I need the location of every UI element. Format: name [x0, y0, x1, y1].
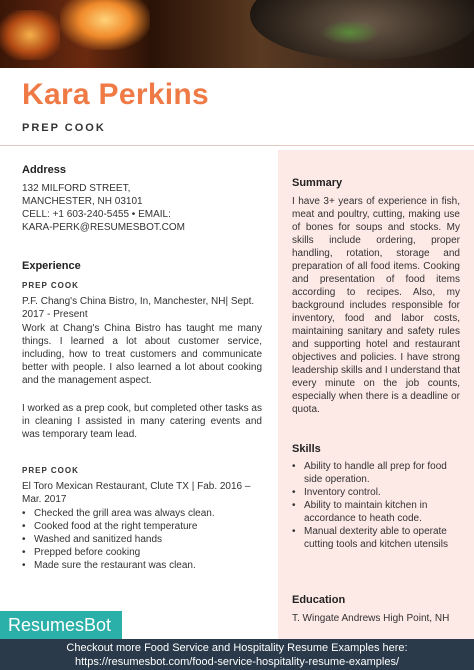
footer-text: Checkout more Food Service and Hospitality Resume Examples here: — [66, 642, 408, 654]
candidate-name: Kara Perkins — [22, 78, 210, 111]
list-item: • Cooked food at the right temperature — [22, 520, 262, 533]
resumesbot-logo: ResumesBot — [0, 611, 122, 639]
summary-text: I have 3+ years of experience in fish, meat and poultry, cutting, making use of bones for soups and stocks. My skills include ordering, proper handling, rotation, storage and preparation of all food items. Cooking and presentation of food items according to recipes. Also, my background includes responsible for inventory, food and labor costs, maintaining sanitary and safety rules and supporting hotel and restaurant objectives and policies. I have strong leadership skills and I understand that every minute on the job counts, especially when there is a deadline or quota. — [292, 196, 460, 415]
list-item: • Prepped before cooking — [22, 546, 262, 559]
address-line-4: KARA-PERK@RESUMESBOT.COM — [22, 222, 185, 233]
address-heading: Address — [22, 164, 67, 176]
header-divider — [0, 145, 474, 146]
list-item: • Made sure the restaurant was clean. — [22, 559, 262, 572]
herbs-decoration — [320, 20, 380, 45]
job-employer: P.F. Chang's China Bistro, In, Manchester, NH| Sept. 2017 - Present — [22, 296, 255, 320]
list-item: • Ability to handle all prep for food side operation. — [292, 460, 460, 486]
list-item: • Manual dexterity able to operate cutting tools and kitchen utensils — [292, 525, 460, 551]
list-item: • Washed and sanitized hands — [22, 533, 262, 546]
list-item: • Ability to maintain kitchen in accordance to heath code. — [292, 499, 460, 525]
job-role: PREP COOK — [22, 281, 79, 290]
education-text: T. Wingate Andrews High Point, NH — [292, 613, 450, 624]
footer-banner — [0, 639, 474, 670]
address-line-2: MANCHESTER, NH 03101 — [22, 196, 143, 207]
list-item: • Inventory control. — [292, 486, 460, 499]
list-item: • Checked the grill area was always clean. — [22, 507, 262, 520]
job-employer: El Toro Mexican Restaurant, Clute TX | Fab. 2016 – Mar. 2017 — [22, 481, 251, 505]
summary-heading: Summary — [292, 177, 343, 189]
address-line-3: CELL: +1 603-240-5455 • EMAIL: — [22, 209, 171, 220]
job-paragraph: I worked as a prep cook, but completed other tasks as in cleaning I assisted in many catering events and was temporary team lead. — [22, 403, 262, 440]
skills-heading: Skills — [292, 443, 321, 455]
header-photo — [0, 0, 474, 68]
job-title: PREP COOK — [22, 122, 106, 134]
address-line-1: 132 MILFORD STREET, — [22, 183, 131, 194]
experience-heading: Experience — [22, 260, 81, 272]
education-heading: Education — [292, 594, 346, 606]
job-duties-list — [22, 507, 262, 572]
job-paragraph: Work at Chang's China Bistro has taught me many things. I learned a lot about customer service, including, how to treat customers and communicate better with people. I also learned a lot about cooking and the management aspect. — [22, 323, 262, 386]
footer-link[interactable]: https://resumesbot.com/food-service-hospitality-resume-examples/ — [74, 656, 399, 668]
fire-decoration — [60, 0, 150, 50]
skills-list — [292, 460, 460, 551]
job-role: PREP COOK — [22, 466, 79, 475]
fire-decoration — [0, 10, 60, 60]
